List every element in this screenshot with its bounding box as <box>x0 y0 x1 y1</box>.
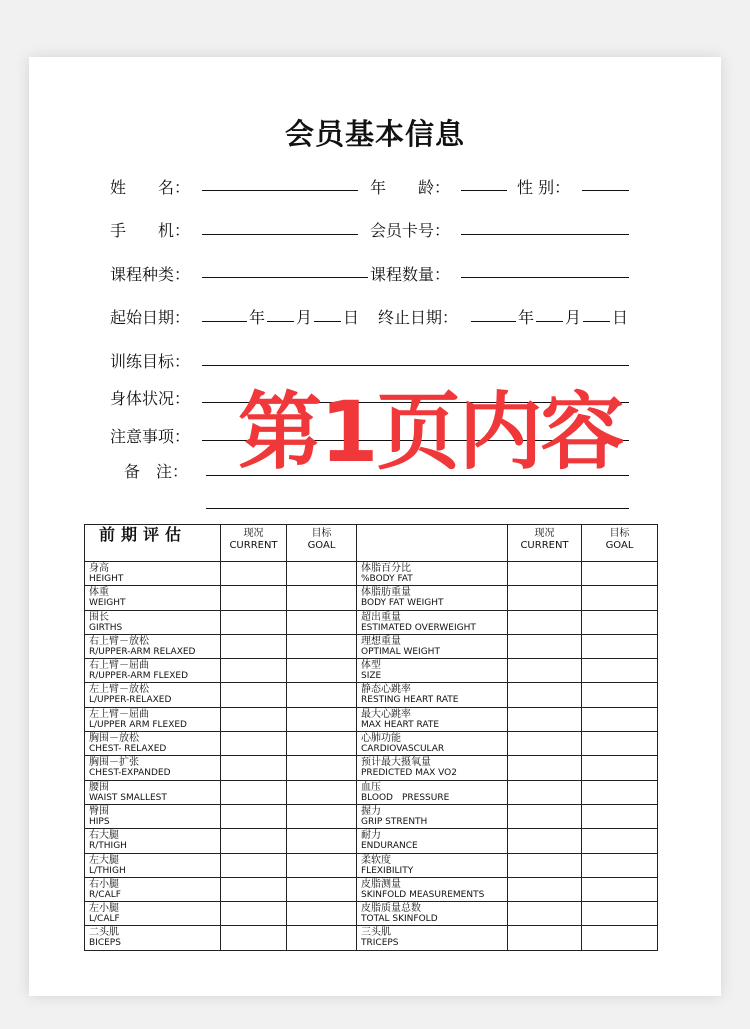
current-cell[interactable] <box>221 707 287 731</box>
end-day-line[interactable] <box>583 321 610 322</box>
metric-cn: 围长 <box>89 611 109 623</box>
table-row <box>85 780 658 804</box>
table-row <box>85 683 658 707</box>
goal-cell[interactable] <box>287 804 357 828</box>
metric-cn: 皮脂质量总数 <box>361 903 421 915</box>
current-cell[interactable] <box>508 707 582 731</box>
form-title: 会员基本信息 <box>284 117 465 151</box>
left-metric-label <box>85 902 221 926</box>
goal-cell[interactable] <box>582 926 658 950</box>
goal-cell[interactable] <box>287 926 357 950</box>
metric-en: CARDIOVASCULAR <box>361 744 445 755</box>
goal-cell[interactable] <box>287 877 357 901</box>
left-metric-label <box>85 829 221 853</box>
left-metric-label <box>85 877 221 901</box>
metric-cn: 左上臂－屈曲 <box>89 708 149 720</box>
left-metric-label <box>85 707 221 731</box>
right-metric-label <box>357 780 508 804</box>
current-cell[interactable] <box>508 902 582 926</box>
right-metric-label <box>357 659 508 683</box>
right-metric-label <box>357 853 508 877</box>
metric-en: OPTIMAL WEIGHT <box>361 646 440 657</box>
end-month-unit: 月 <box>565 308 582 327</box>
metric-en: GIRTHS <box>89 622 123 633</box>
metric-cn: 二头肌 <box>89 927 119 939</box>
right-metric-label <box>357 804 508 828</box>
goal-cell[interactable] <box>582 610 658 634</box>
metric-en: CHEST-EXPANDED <box>89 768 171 779</box>
goal-cell[interactable] <box>582 707 658 731</box>
table-row <box>85 586 658 610</box>
metric-en: TRICEPS <box>361 938 399 949</box>
metric-cn: 右大腿 <box>89 830 119 842</box>
goal-cell[interactable] <box>287 732 357 756</box>
phone-line[interactable] <box>202 234 358 235</box>
right-metric-label <box>357 683 508 707</box>
metric-en: FLEXIBILITY <box>361 865 414 876</box>
current-cell[interactable] <box>221 610 287 634</box>
card-label: 会员卡号： <box>370 221 451 240</box>
current-cell[interactable] <box>221 853 287 877</box>
name-line[interactable] <box>202 190 358 191</box>
goal-cell[interactable] <box>287 610 357 634</box>
metric-en: HIPS <box>89 816 110 827</box>
metric-cn: 理想重量 <box>361 635 401 647</box>
metric-en: L/THIGH <box>89 865 126 876</box>
left-metric-label <box>85 634 221 658</box>
blank-header <box>357 525 508 562</box>
right-metric-label <box>357 634 508 658</box>
gender-line[interactable] <box>582 190 629 191</box>
metric-cn: 血压 <box>361 781 381 793</box>
metric-cn: 右上臂－放松 <box>89 635 149 647</box>
table-row <box>85 732 658 756</box>
right-metric-label <box>357 707 508 731</box>
table-row <box>85 562 658 586</box>
metric-en: L/UPPER ARM FLEXED <box>89 719 187 730</box>
start-month-line[interactable] <box>267 321 294 322</box>
phone-label: 手 机： <box>110 221 191 240</box>
goal-cell[interactable] <box>582 829 658 853</box>
page-watermark: 第1页内容 <box>238 383 623 481</box>
goal-label: 训练目标： <box>110 352 191 371</box>
end-month-line[interactable] <box>536 321 563 322</box>
metric-cn: 静态心跳率 <box>361 684 411 696</box>
table-row <box>85 707 658 731</box>
metric-cn: 臀围 <box>89 805 109 817</box>
name-label: 姓 名： <box>110 178 191 197</box>
course-count-label: 课程数量： <box>370 265 451 284</box>
current-header-right: 现况 CURRENT <box>508 525 582 562</box>
goal-cell[interactable] <box>287 586 357 610</box>
metric-cn: 皮脂测量 <box>361 878 401 890</box>
course-count-line[interactable] <box>461 277 629 278</box>
metric-en: CHEST- RELAXED <box>89 744 167 755</box>
goal-cell[interactable] <box>582 732 658 756</box>
current-cell[interactable] <box>221 877 287 901</box>
course-type-label: 课程种类： <box>110 265 191 284</box>
current-cell[interactable] <box>221 659 287 683</box>
goal-cell[interactable] <box>582 586 658 610</box>
metric-cn: 腰围 <box>89 781 109 793</box>
metric-en: R/UPPER-ARM FLEXED <box>89 671 189 682</box>
current-cell[interactable] <box>508 683 582 707</box>
metric-en: L/CALF <box>89 914 120 925</box>
current-header-left: 现况 CURRENT <box>221 525 287 562</box>
current-cell[interactable] <box>508 756 582 780</box>
right-metric-label <box>357 902 508 926</box>
current-cell[interactable] <box>508 634 582 658</box>
metric-en: MAX HEART RATE <box>361 719 440 730</box>
current-cell[interactable] <box>221 732 287 756</box>
goal-cell[interactable] <box>287 902 357 926</box>
goal-cell[interactable] <box>582 756 658 780</box>
current-cell[interactable] <box>221 562 287 586</box>
current-cell[interactable] <box>508 877 582 901</box>
goal-cell[interactable] <box>582 804 658 828</box>
right-metric-label <box>357 756 508 780</box>
metric-en: ENDURANCE <box>361 841 418 852</box>
left-metric-label <box>85 926 221 950</box>
goal-cell[interactable] <box>582 683 658 707</box>
left-metric-label <box>85 586 221 610</box>
metric-en: ESTIMATED OVERWEIGHT <box>361 622 476 633</box>
current-cell[interactable] <box>221 756 287 780</box>
notes-label: 注意事项： <box>110 427 191 446</box>
metric-cn: 体脂百分比 <box>361 563 411 574</box>
current-cell[interactable] <box>221 683 287 707</box>
metric-en: R/UPPER-ARM RELAXED <box>89 646 196 657</box>
left-metric-label <box>85 610 221 634</box>
table-row <box>85 926 658 950</box>
metric-cn: 柔软度 <box>361 854 391 866</box>
metric-en: PREDICTED MAX VO2 <box>361 768 457 779</box>
metric-cn: 三头肌 <box>361 927 391 939</box>
metric-cn: 心肺功能 <box>361 733 401 745</box>
start-day-unit: 日 <box>343 308 360 327</box>
metric-cn: 胸围－扩张 <box>89 757 139 769</box>
start-month-unit: 月 <box>296 308 313 327</box>
goal-cell[interactable] <box>582 877 658 901</box>
metric-cn: 体脂肪重量 <box>361 587 411 599</box>
metric-en: RESTING HEART RATE <box>361 695 459 706</box>
table-row <box>85 756 658 780</box>
metric-cn: 右小腿 <box>89 878 119 890</box>
metric-en: %BODY FAT <box>361 574 413 584</box>
goal-cell[interactable] <box>287 634 357 658</box>
current-cell[interactable] <box>221 586 287 610</box>
goal-cell[interactable] <box>287 853 357 877</box>
metric-cn: 右上臂－屈曲 <box>89 660 149 672</box>
current-cell[interactable] <box>508 610 582 634</box>
remark-line-2[interactable] <box>206 508 629 509</box>
metric-en: R/THIGH <box>89 841 127 852</box>
end-year-unit: 年 <box>518 308 535 327</box>
metric-cn: 左大腿 <box>89 854 119 866</box>
metric-cn: 体重 <box>89 587 109 599</box>
metric-cn: 身高 <box>89 563 109 574</box>
goal-cell[interactable] <box>287 756 357 780</box>
metric-cn: 左小腿 <box>89 903 119 915</box>
metric-cn: 预计最大摄氧量 <box>361 757 431 769</box>
table-row <box>85 804 658 828</box>
course-type-line[interactable] <box>202 277 368 278</box>
current-cell[interactable] <box>508 829 582 853</box>
current-cell[interactable] <box>221 634 287 658</box>
current-cell[interactable] <box>508 780 582 804</box>
metric-cn: 体型 <box>361 660 381 672</box>
metric-en: HEIGHT <box>89 574 124 584</box>
current-cell[interactable] <box>508 926 582 950</box>
current-cell[interactable] <box>508 562 582 586</box>
assessment-table <box>84 524 658 951</box>
table-row <box>85 877 658 901</box>
metric-cn: 握力 <box>361 805 381 817</box>
goal-cell[interactable] <box>582 780 658 804</box>
metric-en: R/CALF <box>89 889 121 900</box>
right-metric-label <box>357 732 508 756</box>
goal-cell[interactable] <box>582 634 658 658</box>
table-title: 前期评估 <box>85 525 221 562</box>
metric-en: BICEPS <box>89 938 121 949</box>
table-row <box>85 902 658 926</box>
metric-en: SIZE <box>361 671 382 682</box>
start-year-unit: 年 <box>249 308 266 327</box>
current-cell[interactable] <box>221 902 287 926</box>
metric-cn: 最大心跳率 <box>361 708 411 720</box>
goal-cell[interactable] <box>582 659 658 683</box>
right-metric-label <box>357 877 508 901</box>
age-line[interactable] <box>461 190 507 191</box>
goal-cell[interactable] <box>287 683 357 707</box>
table-row <box>85 610 658 634</box>
age-label: 年 龄： <box>370 178 451 197</box>
table-header-row <box>85 525 658 562</box>
left-metric-label <box>85 659 221 683</box>
left-metric-label <box>85 683 221 707</box>
end-year-line[interactable] <box>471 321 516 322</box>
goal-cell[interactable] <box>287 707 357 731</box>
start-day-line[interactable] <box>314 321 341 322</box>
body-label: 身体状况： <box>110 389 191 408</box>
start-year-line[interactable] <box>202 321 247 322</box>
current-cell[interactable] <box>508 659 582 683</box>
metric-en: SKINFOLD MEASUREMENTS <box>361 889 485 900</box>
right-metric-label <box>357 926 508 950</box>
goal-cell[interactable] <box>582 902 658 926</box>
metric-en: WEIGHT <box>89 598 126 609</box>
left-metric-label <box>85 756 221 780</box>
end-date-label: 终止日期： <box>378 308 459 327</box>
table-row <box>85 829 658 853</box>
right-metric-label <box>357 610 508 634</box>
metric-en: BODY FAT WEIGHT <box>361 598 444 609</box>
left-metric-label <box>85 732 221 756</box>
current-cell[interactable] <box>221 804 287 828</box>
current-cell[interactable] <box>221 829 287 853</box>
current-cell[interactable] <box>508 853 582 877</box>
remark-label: 备 注： <box>124 462 189 481</box>
current-cell[interactable] <box>508 586 582 610</box>
goal-cell[interactable] <box>582 853 658 877</box>
table-row <box>85 634 658 658</box>
end-day-unit: 日 <box>612 308 629 327</box>
goal-cell[interactable] <box>287 562 357 586</box>
left-metric-label <box>85 804 221 828</box>
goal-header-left: 目标 GOAL <box>287 525 357 562</box>
metric-en: TOTAL SKINFOLD <box>361 914 438 925</box>
goal-header-right: 目标 GOAL <box>582 525 658 562</box>
metric-cn: 超出重量 <box>361 611 401 623</box>
right-metric-label <box>357 586 508 610</box>
left-metric-label <box>85 853 221 877</box>
right-metric-label <box>357 562 508 586</box>
current-cell[interactable] <box>508 804 582 828</box>
metric-cn: 胸围－放松 <box>89 733 139 745</box>
metric-en: BLOOD PRESSURE <box>361 792 450 803</box>
metric-en: GRIP STRENTH <box>361 816 428 827</box>
current-cell[interactable] <box>508 732 582 756</box>
goal-cell[interactable] <box>287 659 357 683</box>
gender-label: 性 别： <box>517 178 571 197</box>
table-row <box>85 853 658 877</box>
right-metric-label <box>357 829 508 853</box>
left-metric-label <box>85 780 221 804</box>
goal-cell[interactable] <box>287 780 357 804</box>
metric-en: WAIST SMALLEST <box>89 792 167 803</box>
metric-en: L/UPPER-RELAXED <box>89 695 172 706</box>
start-date-label: 起始日期： <box>110 308 191 327</box>
goal-cell[interactable] <box>287 829 357 853</box>
metric-cn: 左上臂－放松 <box>89 684 149 696</box>
current-cell[interactable] <box>221 926 287 950</box>
metric-cn: 耐力 <box>361 830 381 842</box>
current-cell[interactable] <box>221 780 287 804</box>
card-line[interactable] <box>461 234 629 235</box>
goal-cell[interactable] <box>582 562 658 586</box>
table-row <box>85 659 658 683</box>
left-metric-label <box>85 562 221 586</box>
